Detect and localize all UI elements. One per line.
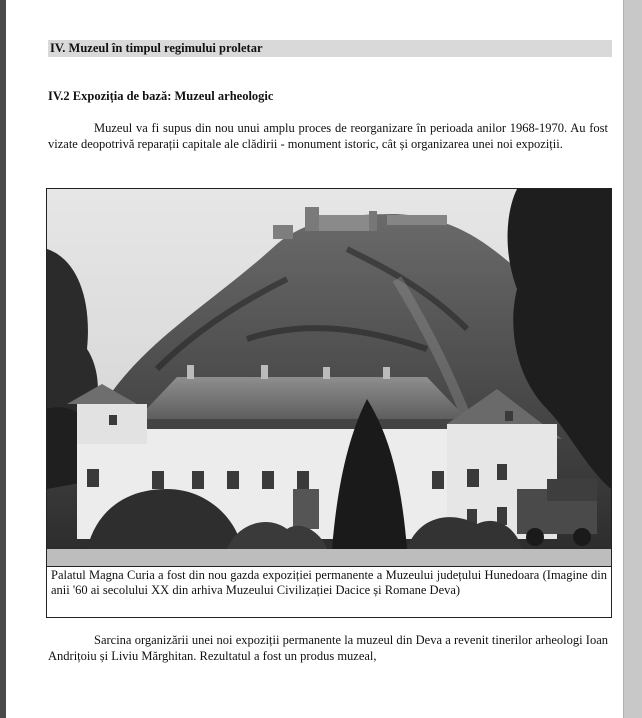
subsection-heading: IV.2 Expoziția de bază: Muzeul arheologic xyxy=(48,89,274,103)
paragraph-organization-text: Sarcina organizării unei noi expoziții permanente la muzeul din Deva a revenit tinerilor arheologi Ioan Andrițoiu și Liviu Mărghitan. Rezultatul a fost un produs muzeal, xyxy=(48,633,608,663)
paragraph-intro xyxy=(48,120,608,152)
figure-caption: Palatul Magna Curia a fost din nou gazda expoziției permanente a Muzeului județului Hunedoara (Imagine din anii '60 ai secolului XX din arhiva Muzeului Civilizației Dacice și Romane Deva) xyxy=(51,568,607,597)
paragraph-intro-text: Muzeul va fi supus din nou unui amplu proces de reorganizare în perioada anilor 1968-1970. Au fost vizate deopotrivă reparații capitale ale clădirii - monument istoric, cât și organizarea unei noi expoziții. xyxy=(48,121,608,151)
figure xyxy=(46,188,612,618)
section-heading: IV. Muzeul în timpul regimului proletar xyxy=(48,40,612,57)
paragraph-organization xyxy=(48,632,608,664)
viewer-scroll-track[interactable] xyxy=(623,0,642,718)
figure-photo xyxy=(47,189,611,567)
document-page xyxy=(6,0,623,718)
